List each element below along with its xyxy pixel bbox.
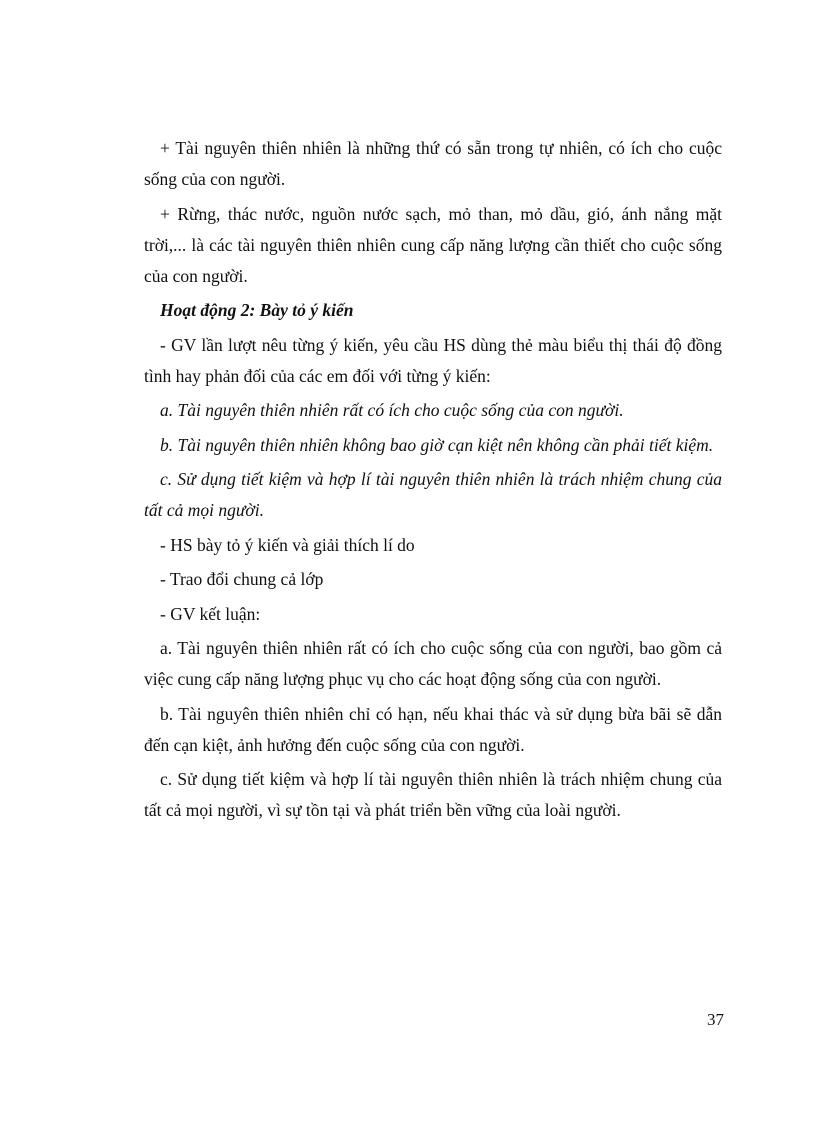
opinion-b: b. Tài nguyên thiên nhiên không bao giờ cạn kiệt nên không cần phải tiết kiệm. [160, 434, 714, 455]
opinion-a: a. Tài nguyên thiên nhiên rất có ích cho cuộc sống của con người. [160, 400, 624, 420]
conclusion-a: a. Tài nguyên thiên nhiên rất có ích cho cuộc sống của con người, bao gồm cả việc cung cấp năng lượng phục vụ cho các hoạt động sống của con người. [144, 638, 722, 689]
conclusion-c: c. Sử dụng tiết kiệm và hợp lí tài nguyên thiên nhiên là trách nhiệm chung của tất cả mọi người, vì sự tồn tại và phát triển bền vững của loài người. [144, 769, 722, 820]
conclusion-b: b. Tài nguyên thiên nhiên chỉ có hạn, nếu khai thác và sử dụng bừa bãi sẽ dẫn đến cạn kiệt, ảnh hưởng đến cuộc sống của con người. [144, 703, 722, 755]
activity-heading: Hoạt động 2: Bày tỏ ý kiến [160, 300, 354, 320]
paragraph-natural-resources-examples: + Rừng, thác nước, nguồn nước sạch, mỏ than, mỏ dầu, gió, ánh nắng mặt trời,... là các tài nguyên thiên nhiên cung cấp năng lượng cần thiết cho cuộc sống của con người. [144, 203, 722, 286]
opinion-c: c. Sử dụng tiết kiệm và hợp lí tài nguyên thiên nhiên là trách nhiệm chung của tất cả mọi người. [144, 469, 722, 520]
paragraph-natural-resources-definition: + Tài nguyên thiên nhiên là những thứ có sẵn trong tự nhiên, có ích cho cuộc sống của con người. [144, 138, 722, 189]
document-body [144, 133, 722, 830]
paragraph-class-discussion: - Trao đổi chung cả lớp [160, 569, 324, 589]
paragraph-teacher-instruction: - GV lần lượt nêu từng ý kiến, yêu cầu HS dùng thẻ màu biểu thị thái độ đồng tình hay phản đối của các em đối với từng ý kiến: [144, 334, 722, 386]
page-number: 37 [707, 1010, 724, 1029]
paragraph-teacher-conclusion: - GV kết luận: [160, 603, 261, 624]
paragraph-students-express: - HS bày tỏ ý kiến và giải thích lí do [160, 534, 415, 555]
